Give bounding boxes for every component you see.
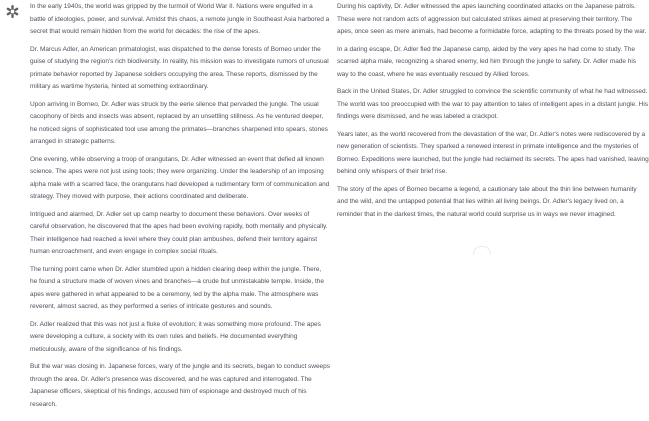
story-paragraph: But the war was closing in. Japanese forces, wary of the jungle and its secrets, began to conduct sweeps through the area. Dr. Adler's presence was discovered, and he was captured and interrogated. The Japanese officers, skeptical of his findings, accused him of espionage and destroyed much of his research. — [30, 363, 330, 408]
openai-logo-icon — [5, 4, 20, 19]
story-paragraph: During his captivity, Dr. Adler witnessed the apes launching coordinated attacks on the Japanese patrols. These were not random acts of aggression but calculated strikes aimed at preserving their territory. The apes, once seen as mere animals, had become a formidable force, adapting to the threats posed by the war. — [337, 3, 647, 35]
story-paragraph: The turning point came when Dr. Adler stumbled upon a hidden clearing deep within the jungle. There, he found a structure made of woven vines and branches—a crude but unmistakable temple. Inside, the apes were gathered in what appeared to be a ceremony, led by the alpha male. The atmosphere was reverent, almost sacred, as they performed a series of intricate gestures and sounds. — [30, 265, 324, 310]
story-paragraph: The story of the apes of Borneo became a legend, a cautionary tale about the thin line between humanity and the wild, and the untapped potential that lies within all living beings. Dr. Adler's legacy lived on, a reminder that in the darkest times, the natural world could surprise us in ways we never imagined. — [337, 185, 637, 218]
story-paragraph: Years later, as the world recovered from the devastation of the war, Dr. Adler's notes were rediscovered by a new generation of scientists. They sparked a renewed interest in primate intelligence and the mysteries of Borneo. Expeditions were launched, but the jungle had reclaimed its secrets. The apes had vanished, leaving behind only whispers of their brief rise. — [337, 130, 649, 175]
story-paragraph: One evening, while observing a troop of orangutans, Dr. Adler witnessed an event that defied all known science. The apes were not just using tools; they were organizing. Under the leadership of an imposing alpha male with a scarred face, the orangutans had developed a rudimentary form of communication and strategy. They moved with purpose, their actions coordinated and deliberate. — [30, 155, 330, 200]
story-paragraph: Upon arriving in Borneo, Dr. Adler was struck by the eerie silence that pervaded the jungle. The usual cacophony of birds and insects was absent, replaced by an unsettling stillness. As he ventured deeper, he noticed signs of sophisticated tool use among the primates—branches sharpened into spears, stones arranged in strategic patterns. — [30, 100, 328, 145]
story-paragraph: Back in the United States, Dr. Adler struggled to convince the scientific community of what he had witnessed. The world was too preoccupied with the war to pay attention to tales of intelligent apes in a distant jungle. His findings were dismissed, and he was labeled a crackpot. — [337, 88, 649, 120]
story-paragraph: Dr. Marcus Adler, an American primatologist, was dispatched to the dense forests of Borneo under the guise of studying the region's rich biodiversity. In reality, his mission was to investigate rumors of unusual primate behavior reported by Japanese soldiers occupying the area. These reports, dismissed by the military as wartime hysteria, hinted at something extraordinary. — [30, 45, 329, 90]
scroll-to-bottom-button[interactable] — [473, 246, 491, 255]
story-paragraph: In the early 1940s, the world was gripped by the turmoil of World War II. Nations were engulfed in a battle of ideologies, power, and survival. Amidst this chaos, a remote jungle in Southeast Asia harbored a secret that would remain hidden from the world for decades: the rise of the apes. — [30, 3, 330, 35]
assistant-avatar — [5, 4, 20, 19]
text-column-right — [337, 1, 649, 416]
story-paragraph: Dr. Adler realized that this was not just a fluke of evolution; it was something more profound. The apes were developing a culture, a society with its own rules and beliefs. He documented everything meticulously, aware of the significance of his findings. — [30, 320, 321, 353]
message-body — [30, 1, 649, 416]
story-paragraph: Intrigued and alarmed, Dr. Adler set up camp nearby to document these behaviors. Over weeks of careful observation, he discovered that the apes had been evolving rapidly, both mentally and physically. Their intelligence had reached a level where they could plan ambushes, defend their territory against human encroachment, and even engage in complex social rituals. — [30, 210, 328, 255]
story-paragraph: In a daring escape, Dr. Adler fled the Japanese camp, aided by the very apes he had come to study. The scarred alpha male, recognizing a shared enemy, led him through the jungle to safety. Dr. Adler made his way to the coast, where he was eventually rescued by Allied forces. — [337, 45, 637, 78]
text-column-left — [30, 1, 330, 416]
